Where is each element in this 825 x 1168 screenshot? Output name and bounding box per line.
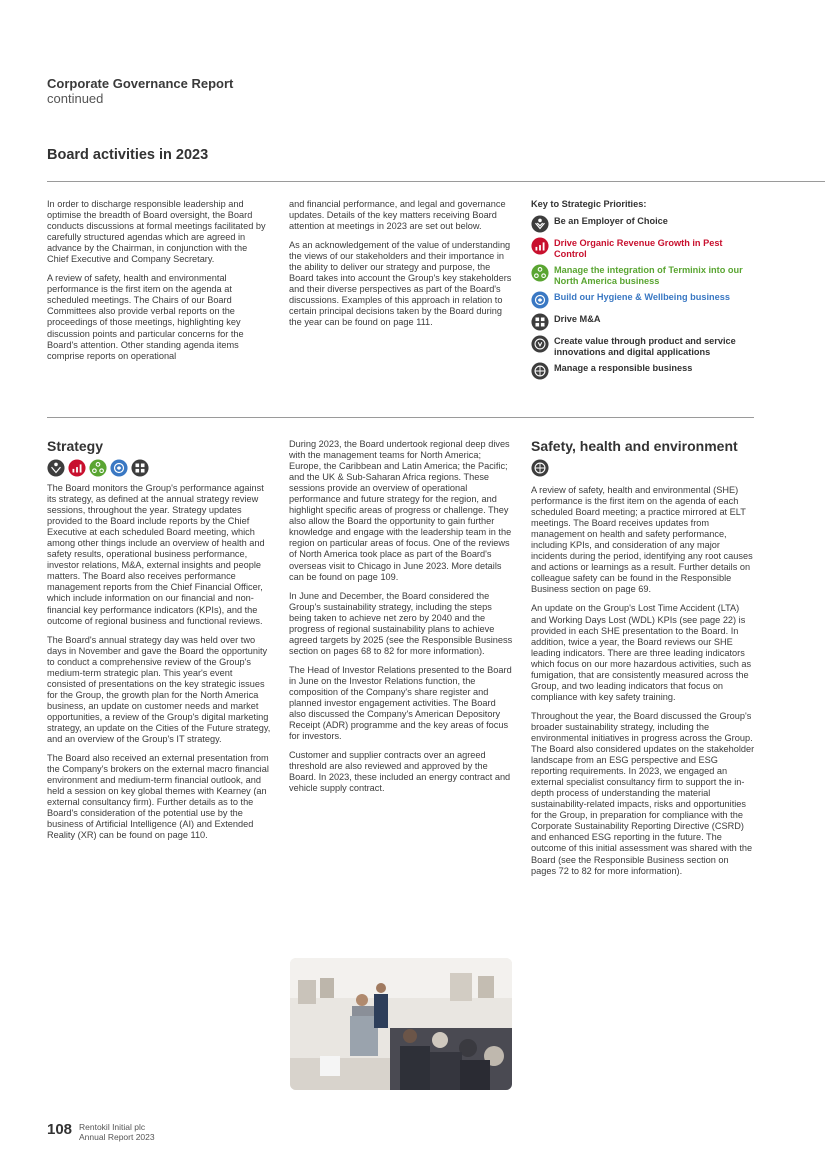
employer-icon — [47, 459, 65, 477]
key-item — [531, 313, 755, 331]
key-item — [531, 237, 755, 260]
employer-icon — [531, 215, 549, 233]
key-item — [531, 335, 755, 358]
body-paragraph: The Head of Investor Relations presented to the Board in June on the Investor Relations function, the composition of the Company's share register and planned investor engagement activities. The Board also discussed the Company's American Depository Receipt (ADR) programme and the key areas of focus for investors. — [289, 664, 512, 742]
body-paragraph: Customer and supplier contracts over an agreed threshold are also reviewed and approved by the Board. In 2023, these included an energy contract and vehicle supply contract. — [289, 750, 511, 794]
key-item — [531, 215, 755, 233]
ma-icon — [531, 313, 549, 331]
strategy-section — [47, 438, 271, 849]
footer-company: Rentokil Initial plc — [79, 1122, 146, 1132]
report-subtitle: continued — [47, 91, 104, 106]
people-integration-icon — [531, 264, 549, 282]
body-paragraph: In June and December, the Board considered the Group's sustainability strategy, including the steps being taken to achieve net zero by 2040 and the progress of regional sustainability plans to achieve agreed targets by 2025 (see the Responsible Business section on pages 68 to 82 for more information). — [289, 590, 513, 656]
intro-paragraph: As an acknowledgement of the value of understanding the views of our stakeholders and their importance in the ability to deliver our strategy and purpose, the Board takes into account the Group's key stakeholders and their diverse perspectives as part of the Board's discussions. Examples of this approach in relation to certain principal decisions taken by the Board during the year can be found on page 111. — [289, 240, 512, 328]
middle-divider — [47, 417, 754, 418]
body-paragraph: During 2023, the Board undertook regional deep dives with the management teams for North America; Europe, the Caribbean and Latin America; the Pacific; and the UK & Sub-Saharan Africa regions. These sessions provide an overview of operational performance and future strategy for the region, and highlight specific areas of progress or challenge. They also allow the Board the opportunity to gain further knowledge and engage with the leadership team in the region on particular areas of focus. One of the reviews of North America took place as part of the Board's overseas visit to Chicago in June 2023. More details can be found on page 109. — [289, 439, 512, 582]
she-section — [531, 438, 755, 885]
key-label: Build our Hygiene & Wellbeing business — [554, 292, 730, 302]
key-label: Drive M&A — [554, 314, 601, 324]
intro-paragraph: In order to discharge responsible leadership and optimise the breadth of Board oversight, the Board conducts discussions at formal meetings facilitated by carefully structured agendas which are agreed in advance by the Chairman, in conjunction with the Chief Executive and Company Secretary. — [47, 199, 266, 265]
strategy-paragraph: The Board also received an external presentation from the Company's brokers on the external macro financial environment and medium-term financial outlook, and held a session on key global themes with Kearney (an external consultancy firm). Further details as to the Board's consideration of the potential use by the business of Artificial Intelligence (AI) and Extended Reality (XR) can be found on page 110. — [47, 753, 269, 841]
she-heading: Safety, health and environment — [531, 438, 738, 454]
footer-report: Annual Report 2023 — [79, 1132, 155, 1142]
she-paragraph: Throughout the year, the Board discussed the Group's broader sustainability strategy, including the environmental initiatives in progress across the Group. The Board also considered updates on the stakeholder landscape from an ESG perspective and ESG reporting requirements. In 2023, we engaged an external specialist consultancy firm to support the in-depth process of understanding the material sustainability-related impacts, risks and opportunities for the Group, in preparation for compliance with the Corporate Sustainability Reporting Directive (CSRD) and enhanced ESG reporting in the future. The outcome of this initial assessment was shared with the Board (see the Responsible Business section on pages 72 to 82 for more information). — [531, 710, 755, 876]
she-paragraph: A review of safety, health and environmental (SHE) performance is the first item on the agenda of each scheduled Board meeting; a practice mirrored at ELT meetings. The Board receives updates from management on health and safety performance, including KPIs, and consideration of any major incidents during the period, identifying any root causes and actions or learnings as a result. Further details on colleague safety can be found in the Responsible Business section on page 69. — [531, 485, 753, 595]
top-divider — [47, 181, 825, 182]
strategy-heading: Strategy — [47, 438, 104, 454]
intro-column-1 — [47, 199, 271, 370]
key-label: Manage a responsible business — [554, 363, 693, 373]
strategy-paragraph: The Board's annual strategy day was held over two days in November and gave the Board the opportunity to conduct a comprehensive review of the Group's medium-term strategic plan. This year's event consisted of presentations on the key strategic issues for the Group, the growth plan for the North America business, an update on customer needs and market opportunities, a review of the Group's digital marketing strategy, an update on the Cities of the Future strategy, and an overview of the Group's IT strategy. — [47, 634, 271, 745]
strategic-priorities-key — [531, 199, 755, 384]
strategy-paragraph: The Board monitors the Group's performance against its strategy, as defined at the annual strategy review sessions, throughout the year. Strategy updates provided to the Board include reports by the Chief Executive at each scheduled Board meeting, which among other things include an overview of health and safety results, operational business performance, investor relations, M&A, external insights and people matters. The Board also receives performance management reports from the Chief Financial Officer, which include information on our financial and non-financial key performance indicators (KPIs), and the outcome of regional business and functional reviews. — [47, 483, 265, 626]
footer-publication — [79, 1122, 155, 1142]
hygiene-icon — [110, 459, 128, 477]
page-number: 108 — [47, 1121, 73, 1138]
board-meeting-photo — [290, 958, 512, 1090]
section-title: Board activities in 2023 — [47, 147, 209, 163]
photo-illustration — [290, 958, 512, 1090]
key-item — [531, 362, 755, 380]
key-label: Manage the integration of Terminix into our North America business — [554, 265, 743, 286]
key-label: Drive Organic Revenue Growth in Pest Control — [554, 238, 723, 259]
growth-chart-icon — [68, 459, 86, 477]
key-heading: Key to Strategic Priorities: — [531, 199, 647, 209]
she-priority-icons — [531, 459, 755, 477]
key-item — [531, 291, 755, 309]
growth-chart-icon — [531, 237, 549, 255]
intro-paragraph: and financial performance, and legal and governance updates. Details of the key matters receiving Board attention at meetings in 2023 are set out below. — [289, 199, 506, 232]
key-label: Create value through product and service innovations and digital applications — [554, 336, 736, 357]
innovation-icon — [531, 335, 549, 353]
globe-icon — [531, 459, 549, 477]
intro-column-2 — [289, 199, 513, 337]
report-title: Corporate Governance Report — [47, 76, 234, 91]
key-item — [531, 264, 755, 287]
people-integration-icon — [89, 459, 107, 477]
intro-paragraph: A review of safety, health and environmental performance is the first item on the agenda at scheduled meetings. The Chairs of our Board Committees also provide verbal reports on the proceedings of those meetings, highlighting key discussion points and particular concerns for the Board's attention. Other standing agenda items comprise reports on operational — [47, 273, 244, 361]
globe-icon — [531, 362, 549, 380]
strategy-priority-icons — [47, 459, 271, 477]
middle-column — [289, 439, 513, 802]
she-paragraph: An update on the Group's Lost Time Accident (LTA) and Working Days Lost (WDL) KPIs (see page 22) is provided in each SHE presentation to the Board. In addition, twice a year, the Board reviews our SHE leading indicators. There are three leading indicators which focus on our more hazardous activities, such as fumigation, that are consistently measured across the Group, and two leading indicators that focus on compliance with key safety training. — [531, 603, 752, 702]
ma-icon — [131, 459, 149, 477]
key-label: Be an Employer of Choice — [554, 216, 668, 226]
hygiene-icon — [531, 291, 549, 309]
